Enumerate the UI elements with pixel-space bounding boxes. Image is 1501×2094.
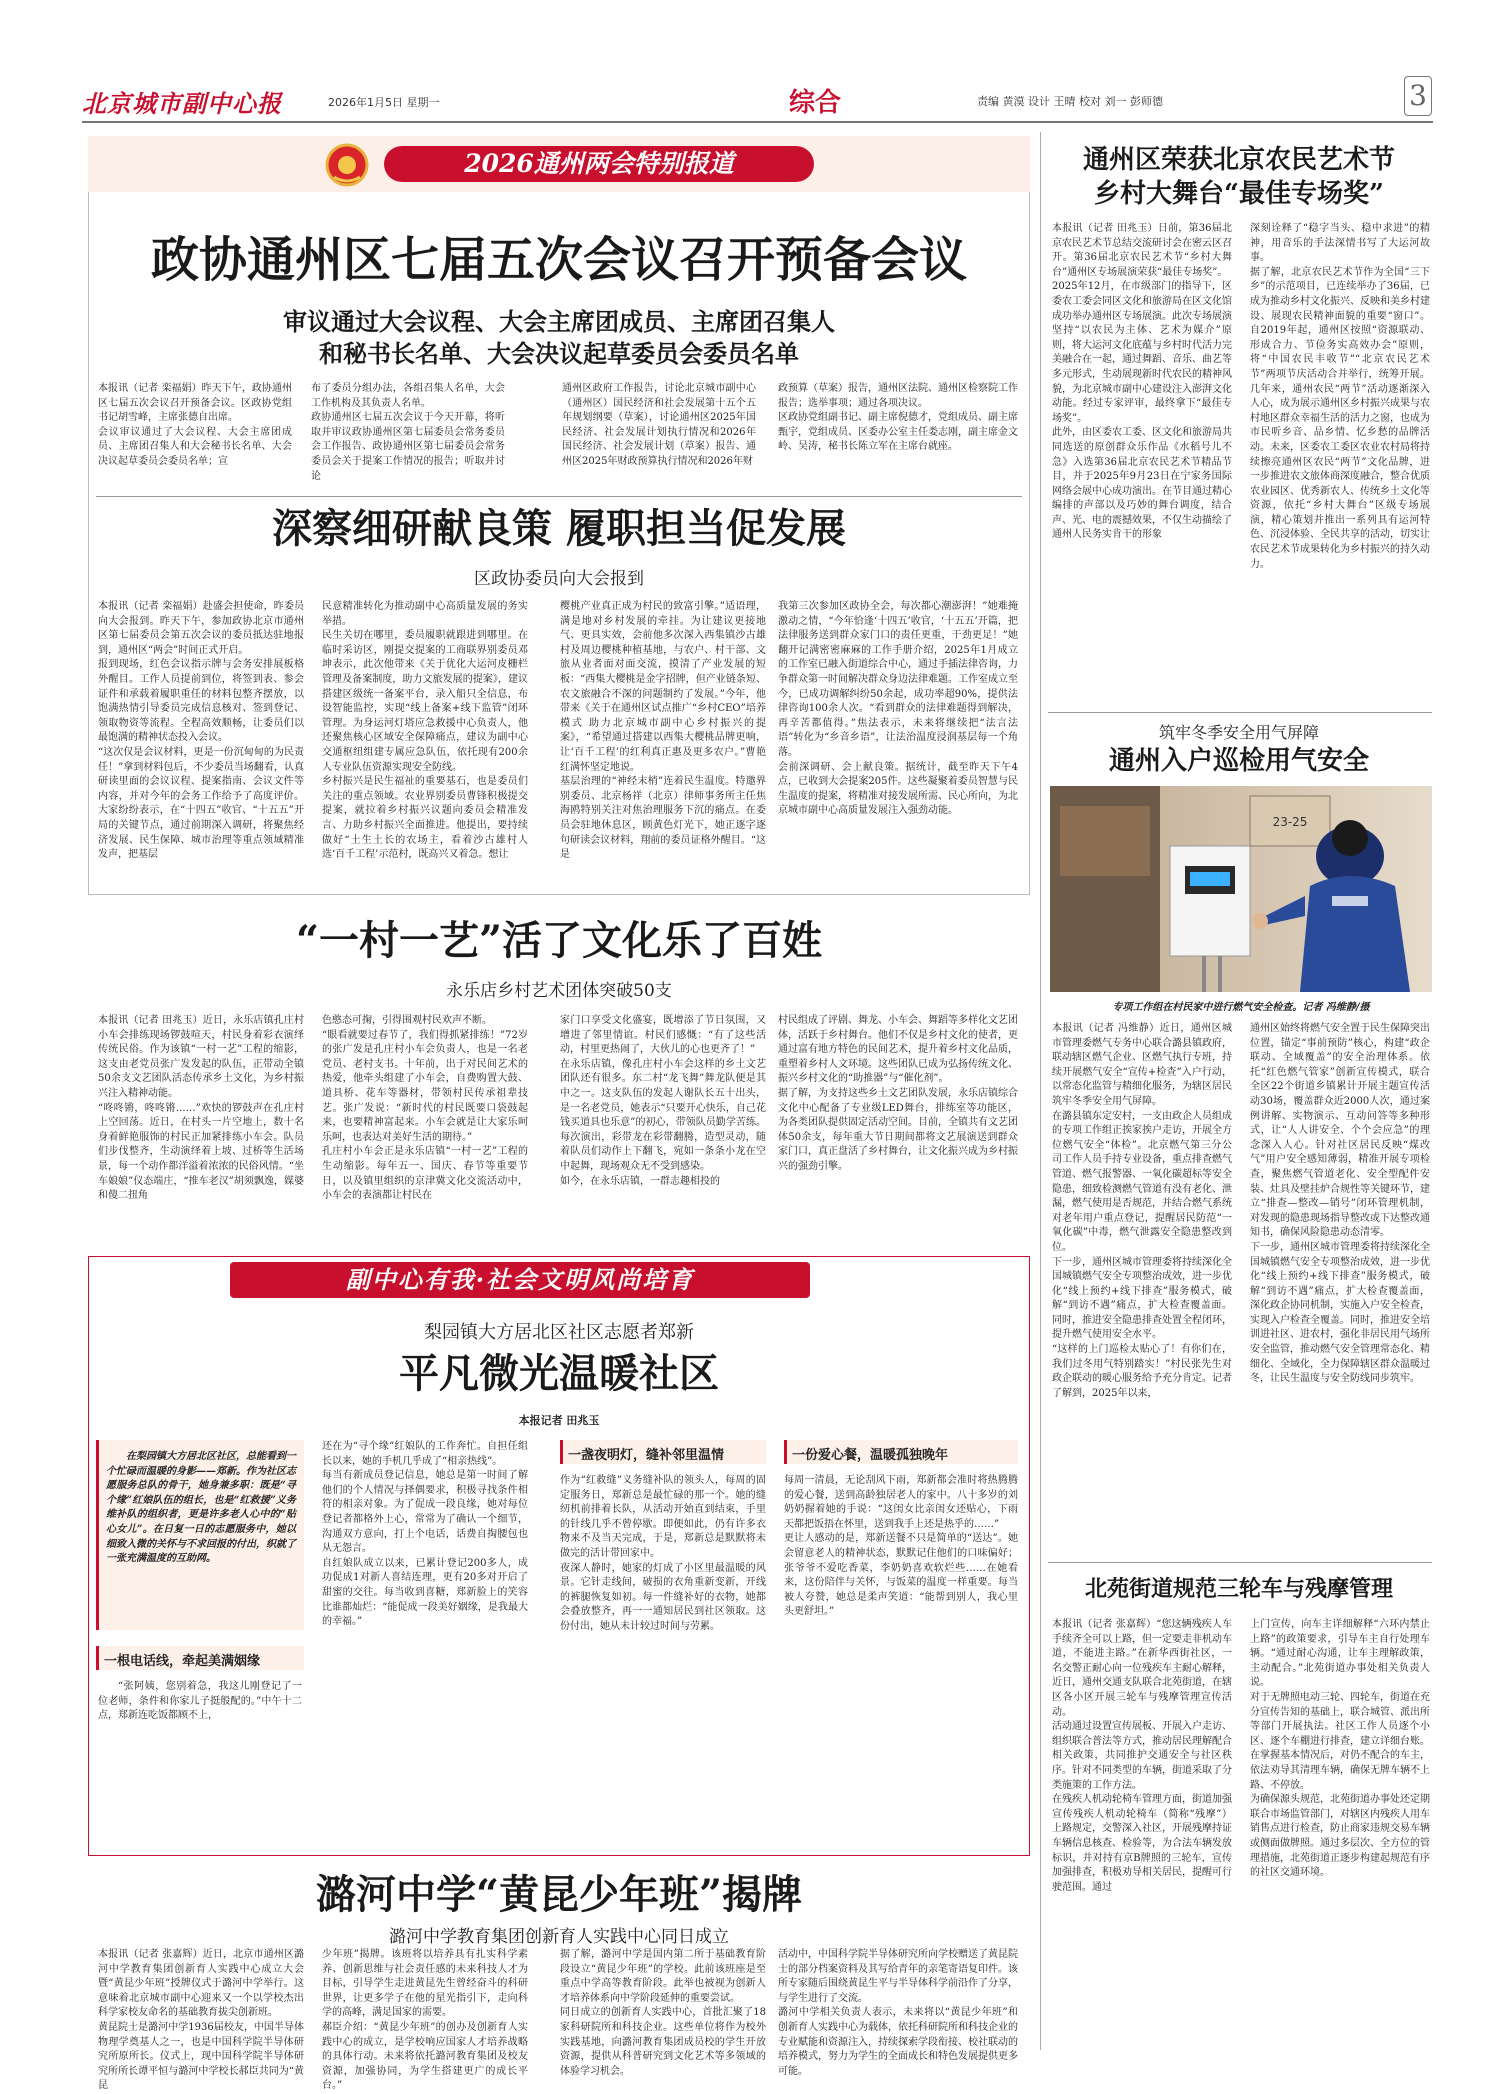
banner-title: 2026通州两会特别报道 <box>464 149 734 178</box>
a4-column-4: 每周一清晨，无论刮风下雨，郑新都会准时将热腾腾的爱心餐，送到高龄独居老人的家中。八十多岁的刘奶奶握着她的手说：“这闺女比亲闺女还贴心，下雨天都把饭捂在怀里，送到我手上还是热乎的……” 更让人感动的是，郑新送餐不只是简单的“送达”。她会留意老人的精神状态，默默记住他们的口味偏好；张爷爷不爱吃香菜，李奶奶喜欢软烂些……在她看来，这份陪伴与关怀，与饭菜的温度一样重要。每当被人夸赞，她总是柔声笑道：“能帮到别人，我心里头更舒坦。” <box>784 1475 1018 1618</box>
editor-credits: 责编 黄漠 设计 王晴 校对 刘一 彭师德 <box>977 95 1163 108</box>
a5-column-4: 活动中，中国科学院半导体研究所向学校赠送了黄昆院士的部分档案资料及其写给青年的亲笔寄语复印件。该所专家随后围绕黄昆生平与半导体科学前沿作了分享，与学生进行了交流。 潞河中学相关负责人表示，未来将以“黄昆少年班”和创新育人实践中心为载体，依托科研院所和科技企业的专业赋能和资源注入，持续探索学段衔接、校社联动的培养模式，努力为学生的全面成长和特色发展提供更多可能。 <box>778 1949 1018 2077</box>
a3-column-2: 色憨态可掬，引得围观村民欢声不断。 “眼看就要过春节了，我们得抓紧排练！”72岁的张广发是孔庄村小车会负责人，也是一名老党员、老村支书。十年前，出于对民间艺术的热爱，他牵头组建了小车会，自费购置大鼓、道具桥、花车等器材，带领村民传承祖辈技艺。张广发说：“新时代的村民既要口袋鼓起来，也要精神富起来。小车会就是让大家乐呵乐呵，也表达对美好生活的期待。” 孔庄村小车会正是永乐店镇“一村一艺”工程的生动缩影。每年五一、国庆、春节等重要节日，以及镇里组织的京津冀文化交流活动中，小车会的表演都让村民在 <box>322 1015 528 1202</box>
a4-headline: 平凡微光温暖社区 <box>399 1350 719 1397</box>
issue-date: 2026年1月5日 星期一 <box>328 96 440 109</box>
a3-column-3: 家门口享受文化盛宴，既增添了节日氛围，又增进了邻里情谊。村民们感慨：“有了这些活动，村里更热闹了，大伙儿的心也更齐了！” 在永乐店镇，像孔庄村小车会这样的乡土文艺团队还有很多。东二村“龙飞舞”舞龙队便是其中之一。这支队伍的发起人谢队长五十出头，是一名老党员，她表示“只要开心快乐，自己花钱买道具也乐意”的初心，带领队员勤学苦练。每次演出，彩带龙在彩带翻腾，造型灵动，随着队员们动作上下翻飞，宛如一条条小龙在空中起舞，现场观众无不受到感染。 如今，在永乐店镇，一群志趣相投的 <box>560 1015 766 1187</box>
a1-subheadline-1: 审议通过大会议程、大会主席团成员、主席团召集人 <box>283 307 835 336</box>
masthead <box>82 80 1432 120</box>
r1-column-1: 本报讯（记者 田兆玉）日前，第36届北京农民艺术节总结交流研讨会在密云区召开。第36届北京农民艺术节“乡村大舞台”通州区专场展演荣获“最佳专场奖”。 2025年12月，在市级部门的指导下，区委农工委会同区文化和旅游局在区文化馆成功举办通州区专场展演。此次专场展演坚持“以农民为主体、艺术为媒介”原则，将大运河文化底蕴与乡村时代活力完美融合在一起，通过舞蹈、音乐、曲艺等多元形式，生动展现新时代农民的精神风貌，为北京城市副中心建设注入澎湃文化动能。经过专家评审，最终拿下“最佳专场奖”。 此外，由区委农工委、区文化和旅游局共同选送的原创群众乐作品《水稻号儿不急》入选第36届北京农民艺术节精品节目，并于2025年9月23日在宁家务国际网络会展中心成功演出。在节目通过精心编排的声部以及巧妙的舞台调度，结合声、光、电的震撼效果，不仅生动描绘了通州人民务实肯干的形象 <box>1052 223 1232 541</box>
a1-subheadline-2: 和秘书长名单、大会决议起草委员会委员名单 <box>319 339 799 368</box>
r3-headline: 北苑街道规范三轮车与残摩管理 <box>1084 1576 1393 1602</box>
a1-divider <box>96 496 1022 497</box>
a4-column-3: 作为“红救缝”义务缝补队的领头人，每周的固定服务日，郑新总是最忙碌的那一个。她的缝纫机前排着长队，从活动开始直到结束，手里的针线几乎不曾停歇。即便如此，仍有许多衣物来不及当天完成，于是，郑新总是默默将未做完的活计带回家中。 夜深人静时，她家的灯成了小区里最温暖的风景。它针走线间，破损的衣角重新变新，开线的裤腿恢复如初。每一件缝补好的衣物，她都会叠放整齐，再一一通知居民到社区领取。这份付出，她从未计较过时间与劳累。 <box>560 1475 766 1632</box>
a4-subhead-2: 一盏夜明灯，缝补邻里温情 <box>568 1448 725 1463</box>
a1-column-3: 通州区政府工作报告，讨论北京城市副中心（通州区）国民经济和社会发展第十五个五年规划纲要（草案），讨论通州区2025年国民经济、社会发展计划执行情况和2026年国民经济、社会发展计划（草案）报告、通州区2025年财政预算执行情况和2026年财 <box>562 383 756 467</box>
newspaper-name: 北京城市副中心报 <box>82 89 282 118</box>
a5-column-3: 据了解，潞河中学是国内第二所于基础教育阶段设立“黄昆少年班”的学校。此前该班座是至重点中学高等教育阶段。此举也被视为创新人才培养体系向中学阶段延伸的重要尝试。 同日成立的创新育人实践中心，首批汇聚了18家科研院所和科技企业。这些单位将作为校外实践基地，向潞河教育集团成员校的学生开放资源，提供从科普研究到文化艺术等多领域的体验学习机会。 <box>560 1949 766 2077</box>
a3-column-4: 村民组成了评剧、舞龙、小车会、舞蹈等多样化文艺团体，活跃于乡村舞台。他们不仅是乡村文化的使者，更通过富有地方特色的民间艺术，提升着乡村文化品质，重塑着乡村人文环境。这些团队已成为弘扬传统文化、振兴乡村文化的“助推器”与“催化剂”。 据了解，为支持这些乡土文艺团队发展，永乐店镇综合文化中心配备了专业级LED舞台，排练室等功能区，为各类团队提供固定活动空间。目前，全镇共有文艺团体50余支，每年重大节日期间都将文艺展演送到群众家门口，真正盘活了乡村舞台，让文化振兴成为乡村振兴的强劲引擎。 <box>778 1015 1018 1172</box>
r2-photo-illustration <box>1050 786 1432 992</box>
a5-headline: 潞河中学“黄昆少年班”揭牌 <box>315 1871 802 1918</box>
r2-column-1: 本报讯（记者 冯维静）近日，通州区城市管理委燃气专务中心联合潞县镇政府，联动辖区燃气企业、区燃气执行专班，持续开展燃气安全“宣传+检查”入户行动，以常态化监管与精细化服务，为辖区居民筑牢冬季安全用气屏障。 在潞县镇东定安村，一支由政企人员组成的专项工作组正挨家挨户走访，开展全方位燃气安全“体检”。北京燃气第三分公司工作人员手持专业设备，重点排查燃气管道、燃气报警器、一氧化碳超标等安全隐患，细致检测燃气管道有没有老化、泄漏，燃气使用是否规范，并结合燃气系统对老年用户重点登记，提醒居民防范“一氧化碳”中毒，燃气泄露安全隐患整改到位。 下一步，通州区城市管理委将持续深化全国城镇燃气安全专项整治成效，进一步优化“线上预约+线下排查”服务模式，破解“到访不遇”痛点，扩大检查覆盖面。同时，推进安全隐患排查处置全程闭环，提升燃气使用安全水平。 “这样的上门巡检太贴心了！有你们在，我们过冬用气特别踏实！”村民张先生对政企联动的暖心服务给予充分肯定。记者了解到，2025年以来， <box>1052 1023 1232 1399</box>
a4-banner-text: 副中心有我·社会文明风尚培育 <box>345 1265 695 1294</box>
a4-intro: 在梨园镇大方居北区社区，总能看到一个忙碌而温暖的身影——郑新。作为社区志愿服务总队的骨干，她身兼多职：既是“寻个缘”红娘队伍的组长，也是“红救援”义务维补队的组织者，更是许多老人心中的“贴心女儿”。在日复一日的志愿服务中，她以细致入微的关怀与不求回报的付出，织就了一张充满温度的互助网。 <box>106 1451 296 1565</box>
svg-text:23-25: 23-25 <box>1272 815 1308 829</box>
r1-headline-1: 通州区荣获北京农民艺术节 <box>1082 145 1395 175</box>
a5-column-1: 本报讯（记者 张嘉辉）近日，北京市通州区潞河中学教育集团创新育人实践中心成立大会暨“黄昆少年班”授牌仪式于潞河中学举行。这意味着北京城市副中心迎来又一个以学校杰出科学家校友命名的基础教育拔尖创新班。 黄昆院士是潞河中学1936届校友，中国半导体物理学奠基人之一，也是中国科学院半导体研究所原所长。仪式上，现中国科学院半导体研究所所长谭平恒与潞河中学校长郝臣共同为“黄昆 <box>98 1949 304 2092</box>
a4-byline: 本报记者 田兆玉 <box>518 1414 600 1427</box>
r2-column-2: 通州区始终将燃气安全置于民生保障突出位置，锚定“事前预防”核心，构建“政企联动、全域覆盖”的安全治理体系。依托“红色燃气管家”创新宣传模式，联合全区22个街道乡镇累计开展主题宣传活动30场，覆盖群众近2000人次，通过案例讲解、实物演示、互动问答等多种形式，让“人人讲安全、个个会应急”的理念深入人心。针对社区居民反映“煤改气”用户安全感知薄弱，精准开展专项检查，聚焦燃气管道老化、安全型配件安装、灶具及壁挂炉合规性等关键环节，建立“排查—整改—销号”闭环管理机制，对发现的隐患现场指导整改或下达整改通知书，确保风险隐患动态清零。 下一步，通州区城市管理委将持续深化全国城镇燃气安全专项整治成效，进一步优化“线上预约+线下排查”服务模式，破解“到访不遇”痛点，扩大检查覆盖面，深化政企协同机制，实施入户安全检查，实现入户检查全覆盖。同时，推进安全培训进社区、进农村，强化非居民用气场所安全监管，推动燃气安全管理常态化、精细化、全域化，全力保障辖区群众温暖过冬，让民生温度与安全防线同步筑牢。 <box>1250 1023 1430 1385</box>
section-name: 综合 <box>789 88 842 118</box>
r3-column-2: 上门宣传，向车主详细解释“六环内禁止上路”的政策要求，引导车主自行处理车辆。“通过耐心沟通，让车主理解政策，主动配合。”北苑街道办事处相关负责人说。 对于无牌照电动三轮、四轮车，街道在充分宣传告知的基础上，联合城管、派出所等部门开展执法。社区工作人员逐个小区、逐个车棚进行排查，建立详细台账。在掌握基本情况后，对仍不配合的车主，依法劝导其清理车辆，确保无牌车辆不上路、不停放。 为确保源头规范，北苑街道办事处还定期联合市场监管部门，对辖区内残疾人用车销售点进行检查，防止商家违规交易车辆或侧面做牌照。通过多层次、全方位的管理措施，北苑街道正逐步构建起规范有序的社区交通环境。 <box>1250 1619 1430 1879</box>
a3-column-1: 本报讯（记者 田兆玉）近日，永乐店镇孔庄村小车会排练现场锣鼓喧天，村民身着彩衣演绎传统民俗。作为该镇“一村一艺”工程的缩影，这支由老党员张广发发起的队伍，正带动全镇50余支文艺团队活态传承乡土文化，为乡村振兴注入精神动能。 “咚咚锵，咚咚锵……”欢快的锣鼓声在孔庄村上空回荡。近日，在村头一片空地上，数十名身着鲜艳服饰的村民正加紧排练小车会。队员们步伐整齐，生动演绎着上坡、过桥等生活场景，每一个动作都洋溢着浓浓的民俗风情。“坐车娘娘”仪态端庄，“推车老汉”胡须飘逸，媒婆和傻二扭角 <box>98 1015 304 1202</box>
r2-headline: 通州入户巡检用气安全 <box>1108 746 1369 776</box>
masthead-rule <box>82 121 1433 123</box>
a4-column-2: 还在为“寻个缘”红娘队的工作奔忙。自担任组长以来，她的手机几乎成了“相亲热线”。 每当有新成员登记信息，她总是第一时间了解他们的个人情况与择偶要求，积极寻找条件相符的相亲对象。为了促成一段良缘，她对每位登记者都格外上心，常常为了确认一个细节，沟通双方意向，打上个电话，话费自掏腰包也从无怨言。 自红娘队成立以来，已累计登记200多人，成功促成1对新人喜结连理，更有20多对开启了甜蜜的交往。每当收到喜糖，郑新脸上的笑容比谁都灿烂：“能促成一段美好姻缘，是我最大的幸福。” <box>322 1441 528 1628</box>
a2-column-1: 本报讯（记者 栾福娟）赴盛会担使命，昨委员向大会报到。昨天下午，参加政协北京市通州区第七届委员会第五次会议的委员抵达驻地报到，通州区“两会”时间正式开启。 报到现场，红色会议指示牌与会务安排展板格外醒目。工作人员提前到位，将签到表、参会证件和承载着履职重任的材料包整齐摆放，以饱满热情引导委员完成信息核对、签到登记、领取物资等流程。全程高效顺畅，让委员们以最饱满的精神状态投入会议。 “这次仅是会议材料，更是一份沉甸甸的为民责任！”拿到材料包后，不少委员当场翻看，认真研读里面的会议议程、提案指南、会议文件等内容，并对今年的会务工作给予了高度评价。大家纷纷表示，在“十四五”收官、“十五五”开局的关键节点，通过前期深入调研，将聚焦经济发展、民生保障、城市治理等重点领域精准发声，把基层 <box>98 601 304 861</box>
a1-column-1: 本报讯（记者 栾福娟）昨天下午，政协通州区七届五次会议召开预备会议。区政协党组书记胡雪峰，主席张德自出席。 会议审议通过了大会议程、大会主席团成员、主席团召集人和大会秘书长名单、大会决议起草委员会委员名单；宣 <box>98 383 292 467</box>
a2-subheadline: 区政协委员向大会报到 <box>474 569 644 589</box>
page-number: 3 <box>1404 76 1432 116</box>
right-column-divider <box>1040 132 1041 2050</box>
r1-column-2: 深刻诠释了“稳字当头、稳中求进”的精神，用音乐的手法深情书写了大运河故事。 据了解，北京农民艺术节作为全国“三下乡”的示范项目，已连续举办了36届，已成为推动乡村文化振兴、反映和美乡村建设、展现农民精神面貌的重要“窗口”。自2019年起，通州区按照“资源联动、形成合力、节俭务实高效办会”原则，将“中国农民丰收节”“北京农民艺术节”两项节庆活动合并举行，统筹开展。几年来，通州农民“两节”活动逐渐深入人心，成为展示通州区乡村振兴成果与农村地区群众幸福生活的活力之窗，也成为市民听乡音、品乡情、忆乡愁的品牌活动。未来，区委农工委区农业农村局将持续擦亮通州区农民“两节”文化品牌，进一步推进农文旅体商深度融合，整合优质农业园区、优秀新农人、传统乡土文化等资源，依托“乡村大舞台”区级专场展演，精心策划并推出一系列具有运河特色、沉浸体验、全民共享的活动，切实让农民艺术节成果转化为乡村振兴的持久动力。 <box>1250 223 1430 570</box>
a2-headline: 深察细研献良策 履职担当促发展 <box>272 505 846 552</box>
a4-kicker: 梨园镇大方居北区社区志愿者郑新 <box>424 1322 694 1343</box>
special-report-banner <box>88 136 1030 192</box>
a4-subhead-3: 一份爱心餐，温暖孤独晚年 <box>792 1448 949 1463</box>
r1-headline-2: 乡村大舞台“最佳专场奖” <box>1094 179 1384 209</box>
a4-column-1: “张阿姨，您别着急，我这儿刚登记了一位老师，条件和你家儿子挺般配的。”中午十二点，郑新连吃饭都顾不上， <box>98 1681 302 1722</box>
r3-column-1: 本报讯（记者 张嘉辉）“您这辆残疾人车手续齐全可以上路，但一定要走非机动车道，不能进主路。”在新华西街社区，一名交警正耐心向一位残疾车主耐心解释，近日，通州交通支队联合北苑街道，在辖区各小区开展三轮车与残摩管理宣传活动。 活动通过设置宣传展板、开展入户走访、组织联合普法等方式，推动居民理解配合相关政策，共同推护交通安全与社区秩序。针对不同类型的车辆，街道采取了分类施策的工作方法。 在残疾人机动轮椅车管理方面，街道加强宣传残疾人机动轮椅车（简称“残摩”）上路规定，交警深入社区，开展残摩持证车辆信息核查、检验等，为合法车辆发放标识，并对持有京B牌照的三轮车，宣传加强排查，积极劝导相关居民，提醒可行驶范围。通过 <box>1052 1619 1232 1893</box>
a2-column-4: 我第三次参加区政协全会，每次都心潮澎湃！”她难掩激动之情，“今年恰逢‘十四五’收官，‘十五五’开篇，把法律服务送到群众家门口的责任更重，干劲更足！”她翻开记满密密麻麻的工作手册介绍，2025年1月成立的工作室已融入街道综合中心，通过手插法律咨询，力争群众第一时间解决群众身边法律难题。工作室成立至今，已成功调解纠纷50余起，成功率超90%，提供法律咨询100余人次。“看到群众的法律难题得到解决，再辛苦都值得。”焦法表示，未来将继续把“法言法语”转化为“乡音乡语”，让法治温度浸润基层每一个角落。 会前深调研、会上献良策。据统计，截至昨天下午4点，已收到大会提案205件。这些凝聚着委员智慧与民生温度的提案，将精准对接发展所需、民心所向，为北京城市副中心高质量发展注入强劲动能。 <box>778 601 1018 817</box>
r2-photo <box>1050 786 1432 992</box>
a1-column-2: 布了委员分组办法，各组召集人名单，大会工作机构及其负责人名单。 政协通州区七届五次会议于今天开幕，将听取并审议政协通州区第七届委员会常务委员会工作报告、政协通州区第七届委员会常务委员会关于提案工作情况的报告；听取并讨论 <box>311 383 505 482</box>
a5-column-2: 少年班”揭牌。该班将以培养具有扎实科学素养、创新思维与社会责任感的未来科技人才为目标，引导学生走进黄昆先生曾经奋斗的科研世界，让更多学子在他的星光指引下，走向科学的高峰，满足国家的需要。 郝臣介绍：“黄昆少年班”的创办及创新育人实践中心的成立，是学校响应国家人才培养战略的具体行动。未来将依托潞河教育集团及校友资源，加强协同，为学生搭建更广的成长平台。” <box>322 1949 528 2092</box>
a2-column-3: 樱桃产业真正成为村民的致富引擎。”适语理，满是地对乡村发展的牵挂。为让建议更接地气、更具实效，会前他多次深入西集镇沙古雄村及周边樱桃种植基地，与农户、村干部、文旅从业者面对面交流，摸清了产业发展的短板：“西集大樱桃是金字招牌，但产业链条短、农文旅融合不深的问题制约了发展。”今年，他带来《关于在通州区试点推广“乡村CEO”培养模式 助力北京城市副中心乡村振兴的提案》，“希望通过搭建以西集大樱桃品牌更响，让‘百千工程’的红利真正惠及更多农户。”曹艳红满怀坚定地说。 基层治理的“神经末梢”连着民生温度。特邀界别委员、北京杨祥（北京）律师事务所主任焦海鸥特别关注对焦治理服务下沉的痛点。在委员会驻地休息区，顾黄色灯光下，她正逐字逐句研读会议材料，翔前的委员证格外醒目。“这是 <box>560 601 766 861</box>
a1-column-4: 政预算（草案）报告，通州区法院、通州区检察院工作报告；选举事项；通过各项决议。 区政协党组副书记、副主席倪德才，党组成员、副主席甄宇，党组成员、区委办公室主任娄志刚，副主席金文岭、吴涛，秘书长陈立军在主席台就座。 <box>778 383 1018 453</box>
r2-photo-caption: 专项工作组在村民家中进行燃气安全检查。记者 冯维静/摄 <box>1112 1002 1370 1013</box>
r2-divider <box>1048 1562 1432 1563</box>
emblem-icon <box>324 143 370 187</box>
a5-subheadline: 潞河中学教育集团创新育人实践中心同日成立 <box>389 1927 729 1947</box>
r1-divider <box>1048 712 1432 713</box>
a3-subheadline: 永乐店乡村艺术团体突破50支 <box>446 981 672 1001</box>
a4-subhead-1: 一根电话线，牵起美满姻缘 <box>104 1654 261 1669</box>
r2-kicker: 筑牢冬季安全用气屏障 <box>1158 723 1319 742</box>
a2-column-2: 民意精准转化为推动副中心高质量发展的务实举措。 民生关切在哪里，委员履职就跟进到哪里。在临时采访区，刚提交提案的工商联界别委员邓坤表示，此次他带来《关于优化大运河皮栅栏管理及备案制度，助力文旅发展的提案》，建议搭建区级统一备案平台，录入船只全信息，布设智能监控，实现“线上备案+线下监管”闭环管理。为身运河灯塔应急救援中心负责人，他还聚焦核心区域安全保障痛点，建议为副中心交通枢纽组建专属应急队伍，依托现有200余人专业队伍资源实现安全防线。 乡村振兴是民生福祉的重要基石，也是委员们关注的重点领域。农业界别委员曹锋积极提交提案，就拉着乡村振兴议题向委员会精准发言、力助乡村振兴全面推进。他提出，要持续做好“土生土长的农场主，看着沙古雄村人选‘百千工程’示范村，既高兴又着急。想让 <box>322 601 528 861</box>
a1-headline: 政协通州区七届五次会议召开预备会议 <box>150 232 967 288</box>
a3-headline: “一村一艺”活了文化乐了百姓 <box>295 917 822 964</box>
